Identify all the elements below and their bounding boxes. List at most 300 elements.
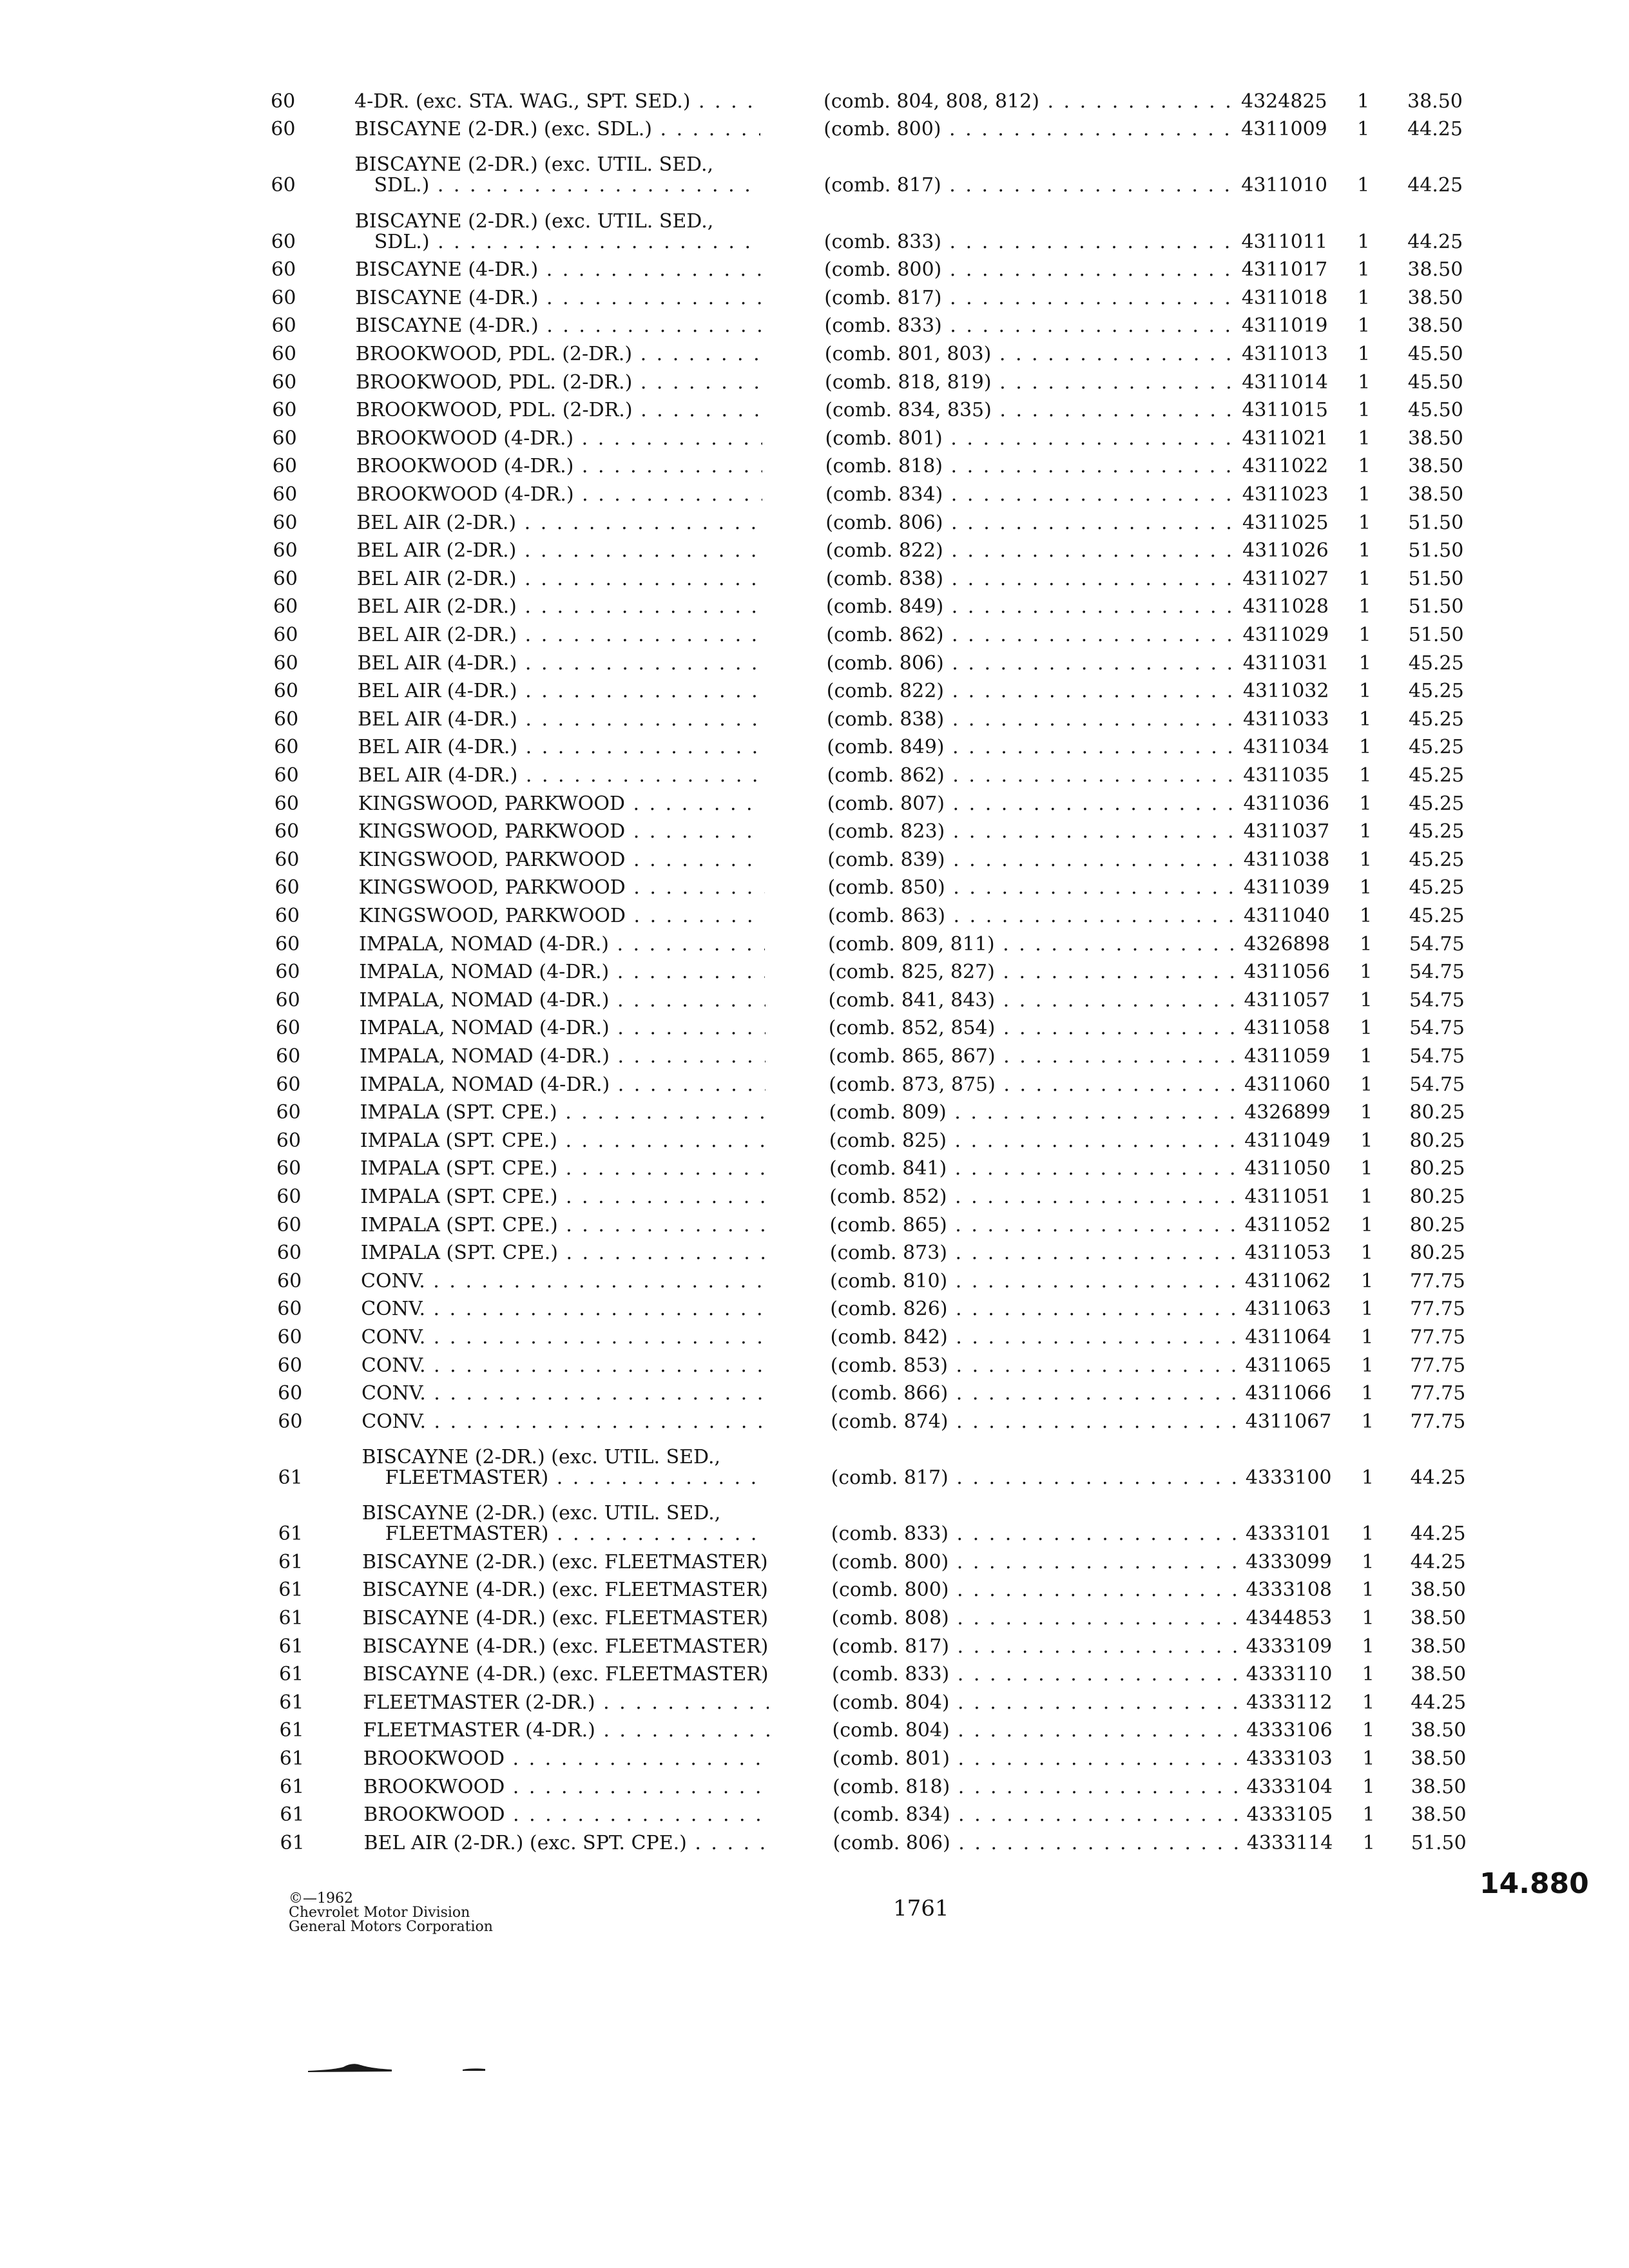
table-row xyxy=(0,843,1629,872)
price-cell: 45.25 xyxy=(1408,651,1464,675)
quantity-cell: 1 xyxy=(1361,1325,1374,1349)
price-cell: 51.50 xyxy=(1408,539,1464,562)
quantity-cell: 1 xyxy=(1358,595,1371,619)
combination-text: (comb. 806) . . . xyxy=(833,1833,1246,1854)
year-cell: 60 xyxy=(276,1157,302,1180)
combination-cell xyxy=(832,1664,1244,1685)
combination-text: (comb. 817) . . . xyxy=(832,1637,1244,1657)
table-row xyxy=(0,506,1629,535)
combination-text: (comb. 800) . . . xyxy=(831,1580,1244,1600)
price-cell: 44.25 xyxy=(1407,230,1463,253)
combination-cell xyxy=(829,1018,1241,1039)
model-text: BISCAYNE (2-DR.) (exc. FLEETMASTER) . . . xyxy=(362,1552,768,1573)
model-cell xyxy=(358,794,764,814)
table-row xyxy=(0,394,1629,423)
quantity-cell: 1 xyxy=(1359,707,1372,731)
price-cell: 54.75 xyxy=(1409,1073,1465,1096)
model-cell xyxy=(360,990,766,1011)
year-cell: 61 xyxy=(279,1691,304,1714)
model-cell xyxy=(360,1018,766,1039)
model-text: IMPALA (SPT. CPE.) . . . xyxy=(360,1158,766,1179)
part-number-cell: 4311051 xyxy=(1244,1185,1331,1208)
model-line-1: BISCAYNE (2-DR.) (exc. UTIL. SED., xyxy=(354,155,714,177)
table-row xyxy=(0,1180,1629,1209)
table-row xyxy=(0,422,1629,450)
year-cell: 60 xyxy=(274,792,299,815)
price-cell: 38.50 xyxy=(1411,1719,1467,1742)
model-text: BISCAYNE (4-DR.) (exc. FLEETMASTER) . . . xyxy=(363,1608,769,1629)
part-number-cell: 4333114 xyxy=(1246,1831,1333,1854)
year-cell: 60 xyxy=(276,1185,302,1208)
part-number-cell: 4333108 xyxy=(1246,1579,1332,1602)
year-cell: 60 xyxy=(277,1325,302,1349)
year-cell: 60 xyxy=(274,736,299,759)
combination-text: (comb. 817) . . . xyxy=(831,1468,1244,1488)
combination-text: (comb. 874) . . . xyxy=(831,1412,1243,1432)
combination-text: (comb. 825, 827) . . . xyxy=(828,962,1240,983)
combination-cell xyxy=(827,765,1240,786)
combination-text: (comb. 804) . . . xyxy=(832,1693,1244,1713)
model-cell xyxy=(356,428,762,449)
combination-text: (comb. 818, 819) . . . xyxy=(825,372,1237,393)
combination-cell xyxy=(829,1187,1242,1207)
price-cell: 38.50 xyxy=(1411,1606,1466,1629)
table-row xyxy=(0,1012,1629,1041)
model-text: IMPALA (SPT. CPE.) . . . xyxy=(361,1243,767,1264)
combination-text: (comb. 823) . . . xyxy=(827,822,1240,842)
table-row xyxy=(0,956,1629,985)
part-number-cell: 4311014 xyxy=(1242,370,1328,394)
model-cell xyxy=(359,934,765,955)
combination-cell xyxy=(833,1720,1245,1741)
combination-cell xyxy=(826,541,1239,561)
table-row xyxy=(0,338,1629,366)
combination-cell xyxy=(826,625,1239,646)
price-cell: 45.25 xyxy=(1409,764,1465,787)
price-cell: 54.75 xyxy=(1409,961,1465,984)
table-row xyxy=(0,1405,1629,1434)
quantity-cell: 1 xyxy=(1359,792,1372,815)
part-number-cell: 4311039 xyxy=(1243,876,1330,899)
model-text: IMPALA (SPT. CPE.) . . . xyxy=(360,1187,766,1207)
table-row xyxy=(0,1742,1629,1771)
part-number-cell: 4311036 xyxy=(1243,792,1330,815)
model-cell xyxy=(357,625,763,646)
year-cell: 60 xyxy=(274,707,299,731)
price-cell: 38.50 xyxy=(1407,258,1463,282)
model-cell xyxy=(354,119,760,140)
combination-text: (comb. 833) . . . xyxy=(832,1664,1244,1685)
model-cell xyxy=(361,1215,767,1236)
price-cell: 80.25 xyxy=(1409,1129,1465,1152)
quantity-cell: 1 xyxy=(1360,1185,1373,1208)
copyright-notice xyxy=(289,1892,493,1934)
price-cell: 38.50 xyxy=(1407,286,1463,309)
combination-cell xyxy=(828,906,1240,927)
quantity-cell: 1 xyxy=(1360,1017,1373,1040)
model-cell xyxy=(357,597,763,617)
part-number-cell: 4311057 xyxy=(1244,988,1331,1012)
table-row xyxy=(0,703,1629,731)
model-cell xyxy=(360,1102,766,1123)
year-cell: 60 xyxy=(271,230,296,253)
combination-text: (comb. 839) . . . xyxy=(827,850,1240,870)
quantity-cell: 1 xyxy=(1357,174,1370,197)
quantity-cell: 1 xyxy=(1362,1663,1374,1686)
model-cell xyxy=(358,653,764,674)
price-cell: 80.25 xyxy=(1409,1242,1465,1265)
model-cell xyxy=(363,1693,769,1713)
table-row xyxy=(0,647,1629,675)
model-text: BROOKWOOD . . . xyxy=(363,1805,769,1825)
price-cell: 80.25 xyxy=(1409,1157,1465,1180)
combination-cell xyxy=(824,91,1236,112)
table-row xyxy=(0,1434,1629,1490)
table-row xyxy=(0,928,1629,956)
table-row xyxy=(0,1686,1629,1715)
combination-cell xyxy=(831,1412,1243,1432)
combination-cell xyxy=(828,962,1240,983)
quantity-cell: 1 xyxy=(1359,736,1372,759)
part-number-cell: 4311011 xyxy=(1241,230,1328,253)
combination-cell xyxy=(827,794,1240,814)
price-cell: 51.50 xyxy=(1411,1831,1467,1854)
quantity-cell: 1 xyxy=(1360,1101,1373,1124)
part-number-cell: 4311040 xyxy=(1244,904,1330,927)
model-cell xyxy=(363,1777,769,1798)
model-text: KINGSWOOD, PARKWOOD . . . xyxy=(359,878,765,898)
copyright-year: ©—1962 xyxy=(289,1890,353,1907)
year-cell: 60 xyxy=(277,1298,302,1321)
table-row xyxy=(0,1321,1629,1349)
table-row xyxy=(0,731,1629,760)
quantity-cell: 1 xyxy=(1358,539,1371,562)
model-cell xyxy=(356,456,762,477)
quantity-cell: 1 xyxy=(1362,1775,1375,1798)
year-cell: 60 xyxy=(271,258,296,282)
model-text: IMPALA, NOMAD (4-DR.) . . . xyxy=(359,934,765,955)
quantity-cell: 1 xyxy=(1358,567,1371,590)
model-text: FLEETMASTER (4-DR.) . . . xyxy=(363,1720,769,1741)
combination-cell xyxy=(829,1131,1242,1151)
table-row xyxy=(0,1124,1629,1153)
quantity-cell: 1 xyxy=(1360,1073,1373,1096)
part-number-cell: 4311063 xyxy=(1245,1298,1331,1321)
combination-cell xyxy=(826,569,1239,590)
part-number-cell: 4311038 xyxy=(1243,848,1330,871)
model-cell xyxy=(356,485,762,505)
part-number-cell: 4311062 xyxy=(1245,1269,1331,1293)
table-row xyxy=(0,759,1629,787)
model-text: BEL AIR (4-DR.) . . . xyxy=(358,737,764,758)
price-cell: 45.25 xyxy=(1409,707,1464,731)
year-cell: 61 xyxy=(279,1719,304,1742)
table-row xyxy=(0,450,1629,479)
part-number-cell: 4311032 xyxy=(1242,680,1329,703)
combination-cell xyxy=(831,1383,1243,1404)
price-cell: 77.75 xyxy=(1410,1410,1466,1433)
model-text: IMPALA (SPT. CPE.) . . . xyxy=(360,1131,766,1151)
model-text: BEL AIR (4-DR.) . . . xyxy=(358,681,764,702)
part-number-cell: 4311027 xyxy=(1242,567,1329,590)
combination-text: (comb. 852, 854) . . . xyxy=(829,1018,1241,1039)
price-cell: 38.50 xyxy=(1411,1775,1467,1798)
model-cell xyxy=(355,211,761,253)
part-number-cell: 4311058 xyxy=(1244,1017,1331,1040)
table-row xyxy=(0,1827,1629,1855)
model-cell xyxy=(360,1187,766,1207)
year-cell: 60 xyxy=(271,342,296,365)
quantity-cell: 1 xyxy=(1361,1382,1374,1405)
quantity-cell: 1 xyxy=(1357,258,1370,282)
table-row xyxy=(0,872,1629,900)
quantity-cell: 1 xyxy=(1360,904,1373,927)
quantity-cell: 1 xyxy=(1361,1269,1374,1293)
model-text: BROOKWOOD, PDL. (2-DR.) . . . xyxy=(356,372,762,393)
quantity-cell: 1 xyxy=(1357,230,1370,253)
quantity-cell: 1 xyxy=(1358,483,1371,506)
quantity-cell: 1 xyxy=(1357,314,1370,338)
year-cell: 60 xyxy=(275,988,300,1012)
model-text: BEL AIR (4-DR.) . . . xyxy=(358,653,764,674)
year-cell: 60 xyxy=(273,539,298,562)
table-row xyxy=(0,310,1629,338)
combination-text: (comb. 801) . . . xyxy=(833,1749,1245,1769)
combination-cell xyxy=(829,1158,1242,1179)
model-line-2: SDL.) . . . xyxy=(355,175,761,196)
part-number-cell: 4311067 xyxy=(1245,1410,1332,1433)
year-cell: 60 xyxy=(276,1073,301,1096)
model-cell xyxy=(362,1580,768,1600)
price-cell: 38.50 xyxy=(1407,90,1463,113)
price-cell: 54.75 xyxy=(1409,1017,1465,1040)
model-line-2: SDL.) . . . xyxy=(355,232,761,253)
model-cell xyxy=(357,569,763,590)
quantity-cell: 1 xyxy=(1361,1466,1374,1489)
table-row xyxy=(0,1265,1629,1293)
table-row xyxy=(0,1378,1629,1406)
year-cell: 60 xyxy=(275,876,300,899)
table-row xyxy=(0,787,1629,816)
price-cell: 45.50 xyxy=(1407,370,1463,394)
model-text: IMPALA, NOMAD (4-DR.) . . . xyxy=(360,1046,766,1067)
model-text: IMPALA, NOMAD (4-DR.) . . . xyxy=(360,1018,766,1039)
combination-text: (comb. 806) . . . xyxy=(825,513,1238,533)
model-text: BEL AIR (2-DR.) (exc. SPT. CPE.) . . . xyxy=(364,1833,770,1854)
year-cell: 60 xyxy=(275,848,300,871)
table-row xyxy=(0,478,1629,506)
price-cell: 45.50 xyxy=(1407,342,1463,365)
combination-cell xyxy=(831,1580,1244,1600)
combination-cell xyxy=(825,485,1238,505)
price-cell: 45.25 xyxy=(1409,736,1464,759)
model-line-1: BISCAYNE (2-DR.) (exc. UTIL. SED., xyxy=(354,211,714,233)
part-number-cell: 4333109 xyxy=(1246,1635,1333,1658)
part-number-cell: 4326899 xyxy=(1244,1101,1331,1124)
model-cell xyxy=(363,1805,769,1825)
year-cell: 60 xyxy=(273,651,298,675)
combination-cell xyxy=(828,934,1240,955)
quantity-cell: 1 xyxy=(1358,511,1371,534)
model-cell xyxy=(361,1299,767,1320)
price-cell: 77.75 xyxy=(1410,1269,1465,1293)
model-text: BROOKWOOD (4-DR.) . . . xyxy=(356,485,762,505)
model-cell xyxy=(354,91,760,112)
part-number-cell: 4333104 xyxy=(1246,1775,1333,1798)
year-cell: 61 xyxy=(280,1831,305,1854)
year-cell: 60 xyxy=(273,483,298,506)
model-text: BEL AIR (4-DR.) . . . xyxy=(358,765,764,786)
combination-text: (comb. 849) . . . xyxy=(827,737,1239,758)
combination-text: (comb. 866) . . . xyxy=(831,1383,1243,1404)
year-cell: 60 xyxy=(278,1410,303,1433)
combination-text: (comb. 863) . . . xyxy=(828,906,1240,927)
combination-cell xyxy=(830,1215,1242,1236)
model-cell xyxy=(358,850,764,870)
table-row xyxy=(0,1602,1629,1630)
price-cell: 38.50 xyxy=(1410,1579,1466,1602)
model-text: IMPALA (SPT. CPE.) . . . xyxy=(361,1215,767,1236)
table-row xyxy=(0,1237,1629,1265)
quantity-cell: 1 xyxy=(1360,988,1373,1012)
year-cell: 60 xyxy=(276,1101,301,1124)
combination-text: (comb. 838) . . . xyxy=(826,569,1239,590)
combination-text: (comb. 804) . . . xyxy=(833,1720,1245,1741)
part-number-cell: 4311034 xyxy=(1243,736,1329,759)
year-cell: 61 xyxy=(279,1747,304,1770)
quantity-cell: 1 xyxy=(1358,342,1371,365)
table-row xyxy=(0,85,1629,113)
price-cell: 51.50 xyxy=(1408,567,1464,590)
model-cell xyxy=(355,155,761,196)
combination-text: (comb. 833) . . . xyxy=(824,232,1237,253)
combination-text: (comb. 800) . . . xyxy=(831,1552,1244,1573)
part-number-cell: 4311066 xyxy=(1245,1382,1332,1405)
combination-cell xyxy=(827,737,1239,758)
price-cell: 80.25 xyxy=(1409,1185,1465,1208)
combination-cell xyxy=(827,822,1240,842)
part-number-cell: 4311060 xyxy=(1244,1073,1331,1096)
model-cell xyxy=(361,1383,767,1404)
combination-text: (comb. 826) . . . xyxy=(830,1299,1242,1320)
price-cell: 38.50 xyxy=(1408,483,1464,506)
combination-cell xyxy=(833,1833,1246,1854)
table-row xyxy=(0,366,1629,394)
quantity-cell: 1 xyxy=(1360,1129,1373,1152)
model-cell xyxy=(355,288,761,309)
combination-cell xyxy=(827,653,1239,674)
combination-text: (comb. 873) . . . xyxy=(830,1243,1242,1264)
price-cell: 45.25 xyxy=(1409,876,1465,899)
part-number-cell: 4311023 xyxy=(1242,483,1329,506)
model-cell xyxy=(358,709,764,730)
combination-text: (comb. 834, 835) . . . xyxy=(825,400,1237,421)
part-number-cell: 4311049 xyxy=(1244,1129,1331,1152)
table-row xyxy=(0,899,1629,928)
year-cell: 60 xyxy=(276,1044,301,1068)
combination-text: (comb. 801) . . . xyxy=(825,428,1238,449)
quantity-cell: 1 xyxy=(1360,1044,1373,1068)
model-text: KINGSWOOD, PARKWOOD . . . xyxy=(358,794,764,814)
combination-cell xyxy=(831,1524,1244,1544)
model-text: CONV. . . . xyxy=(361,1271,767,1292)
model-cell xyxy=(359,878,765,898)
model-text: BROOKWOOD, PDL. (2-DR.) . . . xyxy=(356,344,762,365)
table-row xyxy=(0,1630,1629,1658)
combination-cell xyxy=(829,1046,1241,1067)
combination-text: (comb. 800) . . . xyxy=(824,260,1237,280)
part-number-cell: 4311025 xyxy=(1242,511,1329,534)
combination-text: (comb. 818) . . . xyxy=(825,456,1238,477)
year-cell: 60 xyxy=(273,680,298,703)
model-text: CONV. . . . xyxy=(361,1299,767,1320)
combination-cell xyxy=(825,456,1238,477)
price-cell: 77.75 xyxy=(1410,1298,1465,1321)
price-cell: 38.50 xyxy=(1407,314,1463,338)
year-cell: 60 xyxy=(276,1242,302,1265)
model-text: BROOKWOOD (4-DR.) . . . xyxy=(356,428,762,449)
combination-text: (comb. 853) . . . xyxy=(831,1356,1243,1376)
part-number-cell: 4311029 xyxy=(1242,623,1329,646)
part-number-cell: 4311019 xyxy=(1241,314,1328,338)
part-number-cell: 4333106 xyxy=(1246,1719,1333,1742)
model-cell xyxy=(361,1243,767,1264)
price-cell: 77.75 xyxy=(1410,1325,1466,1349)
part-number-cell: 4333110 xyxy=(1246,1663,1333,1686)
price-cell: 44.25 xyxy=(1407,118,1463,141)
year-cell: 60 xyxy=(272,455,297,478)
part-number-cell: 4311009 xyxy=(1241,118,1327,141)
price-cell: 45.25 xyxy=(1409,820,1465,843)
model-cell xyxy=(360,1158,766,1179)
year-cell: 60 xyxy=(276,1213,302,1236)
model-cell xyxy=(359,906,765,927)
table-row xyxy=(0,816,1629,844)
model-line-2: FLEETMASTER) . . . xyxy=(362,1524,768,1544)
table-row xyxy=(0,113,1629,142)
part-number-cell: 4311031 xyxy=(1242,651,1329,675)
year-cell: 60 xyxy=(272,399,297,422)
quantity-cell: 1 xyxy=(1357,118,1370,141)
model-text: BEL AIR (2-DR.) . . . xyxy=(356,513,762,533)
quantity-cell: 1 xyxy=(1360,961,1373,984)
year-cell: 60 xyxy=(271,90,296,113)
combination-cell xyxy=(832,1693,1244,1713)
combination-cell xyxy=(832,1608,1244,1629)
price-cell: 80.25 xyxy=(1409,1101,1465,1124)
combination-text: (comb. 841, 843) . . . xyxy=(829,990,1241,1011)
combination-cell xyxy=(827,681,1239,702)
price-cell: 38.50 xyxy=(1411,1635,1466,1658)
combination-cell xyxy=(824,175,1237,196)
model-cell xyxy=(363,1749,769,1769)
part-number-cell: 4311017 xyxy=(1241,258,1328,282)
quantity-cell: 1 xyxy=(1359,876,1372,899)
model-cell xyxy=(361,1271,767,1292)
combination-text: (comb. 800) . . . xyxy=(824,119,1236,140)
model-cell xyxy=(362,1503,768,1544)
combination-text: (comb. 806) . . . xyxy=(827,653,1239,674)
model-text: BISCAYNE (4-DR.) . . . xyxy=(355,260,761,280)
year-cell: 60 xyxy=(273,567,298,590)
combination-cell xyxy=(833,1805,1245,1825)
combination-cell xyxy=(825,372,1237,393)
year-cell: 60 xyxy=(275,961,300,984)
model-line-1: BISCAYNE (2-DR.) (exc. UTIL. SED., xyxy=(361,1446,721,1468)
model-text: CONV. . . . xyxy=(361,1412,767,1432)
model-cell xyxy=(361,1356,767,1376)
model-text: BEL AIR (2-DR.) . . . xyxy=(357,541,763,561)
